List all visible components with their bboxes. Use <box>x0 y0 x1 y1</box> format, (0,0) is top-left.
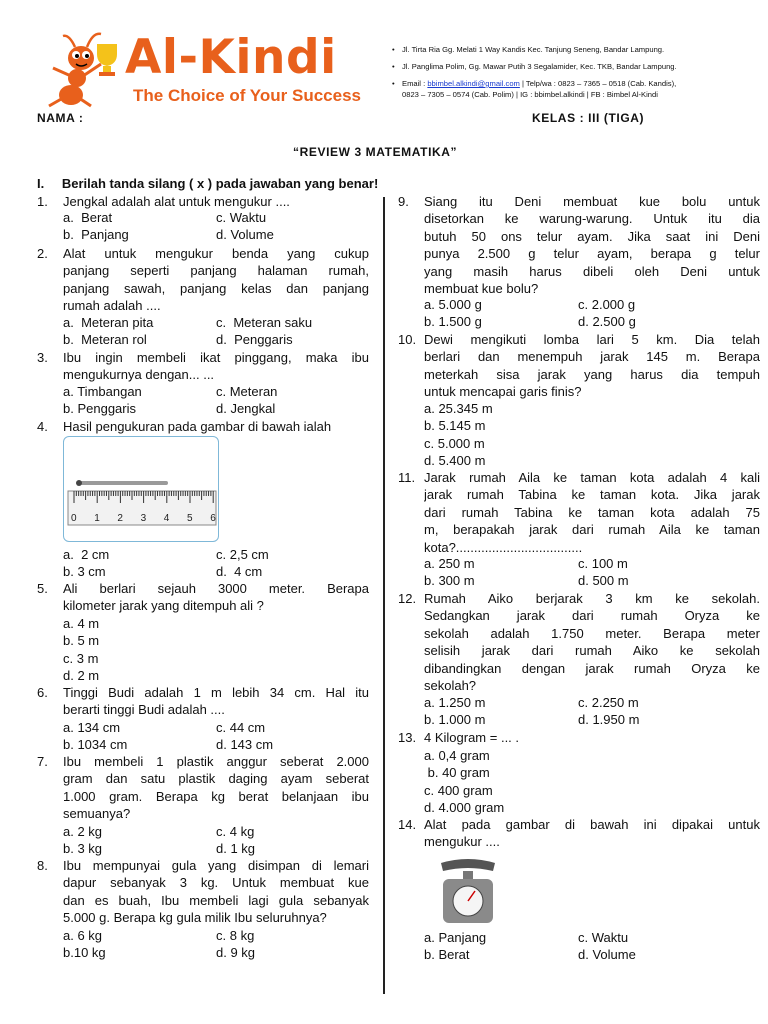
logo <box>45 28 385 108</box>
question-text: Ibu mempunyai gula yang disimpan di lemari <box>63 858 369 873</box>
question-text: rumah adalah .... <box>63 298 161 314</box>
ruler-label: 3 <box>140 513 147 524</box>
answer-option[interactable]: a. Berat <box>63 210 113 225</box>
brand-name: Al-Kindi <box>125 30 337 85</box>
name-field-label: NAMA : <box>37 111 84 125</box>
question-text: Jengkal adalah alat untuk mengukur .... <box>63 194 290 209</box>
answer-option[interactable]: b. 1034 cm <box>63 737 128 753</box>
question-number: 5. <box>37 581 48 596</box>
answer-option[interactable]: b. 5 m <box>63 633 100 649</box>
question-text: 4 Kilogram = ... . <box>424 730 520 745</box>
ruler-label: 4 <box>163 513 170 524</box>
ruler-label: 6 <box>210 513 216 524</box>
question-text: Dewi mengikuti lomba lari 5 km. Dia telah <box>424 332 760 347</box>
answer-option[interactable]: a. 2 cm <box>63 547 110 562</box>
question-text: Alat untuk mengukur benda yang cukup <box>63 246 369 261</box>
question-text: jarak rumah Tabina ke taman kota. Jika jarak <box>424 487 760 503</box>
answer-option[interactable]: d. Penggaris <box>216 332 293 348</box>
answer-option[interactable]: c. 8 kg <box>216 928 255 943</box>
answer-option[interactable]: c. 2.000 g <box>578 297 636 312</box>
contact-line-2: 0823 – 7305 – 0574 (Cab. Polim) | IG : bbimbel.alkindi | FB : Bimbel Al-Kindi <box>402 90 658 99</box>
answer-option[interactable]: c. 100 m <box>578 556 628 571</box>
question-number: 11. <box>398 470 416 485</box>
question-text: sekolah adalah 1.750 meter. Berapa meter <box>424 625 760 641</box>
ruler-icon <box>64 437 218 541</box>
answer-option[interactable]: d. 9 kg <box>216 945 256 961</box>
answer-option[interactable]: c. 4 kg <box>216 824 255 839</box>
question-text: m, berapakah jarak dari rumah Aila ke taman <box>424 522 760 538</box>
answer-option[interactable]: d. 143 cm <box>216 737 274 753</box>
class-label: KELAS : III (TIGA) <box>532 111 645 125</box>
answer-option[interactable]: a. 4 m <box>63 616 100 631</box>
question-text: panjang sawah, panjang kelas dan panjang <box>63 280 369 296</box>
question-number: 13. <box>398 730 417 745</box>
question-number: 8. <box>37 858 48 873</box>
answer-option[interactable]: c. Waktu <box>578 930 629 945</box>
ruler-label: 1 <box>94 513 100 524</box>
weighing-scale-image <box>437 857 499 925</box>
ruler-image <box>63 436 219 542</box>
answer-option[interactable]: a. 25.345 m <box>424 401 493 416</box>
column-divider <box>383 197 385 994</box>
ant-mascot-icon <box>45 28 127 108</box>
answer-option[interactable]: a. 250 m <box>424 556 475 571</box>
answer-option[interactable]: d. Volume <box>216 227 274 243</box>
question-text: mengukurnya dengan... ... <box>63 367 215 383</box>
answer-option[interactable]: a. 0,4 gram <box>424 748 490 763</box>
question-text: 1.000 gram. Berapa kg berat belanjaan ibu <box>63 788 369 804</box>
question-text: dapur sebanyak 3 kg. Untuk membuat kue <box>63 875 369 891</box>
answer-option[interactable]: b. Panjang <box>63 227 129 243</box>
question-text: dari rumah Tabina ke taman kota adalah 75 <box>424 504 760 520</box>
answer-option[interactable]: a. Timbangan <box>63 384 142 399</box>
answer-option[interactable]: a. Panjang <box>424 930 487 945</box>
question-number: 7. <box>37 754 48 769</box>
answer-option[interactable]: a. 2 kg <box>63 824 103 839</box>
question-text: Ibu membeli 1 plastik anggur seberat 2.000 <box>63 754 369 769</box>
question-number: 14. <box>398 817 417 832</box>
question-text: Hasil pengukuran pada gambar di bawah ialah <box>63 419 332 434</box>
answer-option[interactable]: c. 2.250 m <box>578 695 639 710</box>
answer-option[interactable]: b. 5.145 m <box>424 418 486 434</box>
question-number: 9. <box>398 194 409 209</box>
answer-option[interactable]: c. Meteran <box>216 384 278 399</box>
question-text: berlari dan menempuh jarak 145 m. Berapa <box>424 349 760 365</box>
question-text: panjang seperti panjang halaman rumah, <box>63 263 369 279</box>
question-text: Ali berlari sejauh 3000 meter. Berapa <box>63 581 369 596</box>
question-text: dibandingkan dengan jarak rumah Oryza ke <box>424 660 760 676</box>
question-text: berarti tinggi Budi adalah .... <box>63 702 225 718</box>
question-text: Ibu ingin membeli ikat pinggang, maka ibu <box>63 350 369 365</box>
question-number: 12. <box>398 591 417 606</box>
slogan: The Choice of Your Success <box>133 86 361 105</box>
question-number: 4. <box>37 419 48 434</box>
question-text: disetorkan ke warung-warung. Untuk itu dia <box>424 211 760 227</box>
question-text: Alat pada gambar di bawah ini dipakai untuk <box>424 817 760 832</box>
contact-line: • Email : bbimbel.alkindi@gmail.com | Telp/wa : 0823 – 7365 – 0518 (Cab. Kandis), <box>392 78 764 89</box>
question-text: Siang itu Deni membuat kue bolu untuk <box>424 194 760 209</box>
question-text: yang masih harus dibeli oleh Deni untuk <box>424 263 760 279</box>
answer-option[interactable]: b. 300 m <box>424 573 475 589</box>
answer-option[interactable]: b. 40 gram <box>424 765 490 781</box>
ruler-label: 5 <box>187 513 193 524</box>
email-link[interactable]: bbimbel.alkindi@gmail.com <box>427 79 520 88</box>
answer-option[interactable]: d. 2 m <box>63 668 100 684</box>
answer-option[interactable]: d. 4.000 gram <box>424 800 505 816</box>
answer-option[interactable]: c. Meteran saku <box>216 315 313 330</box>
answer-option[interactable]: a. 6 kg <box>63 928 103 943</box>
question-text: meterkah sisa jarak yang harus dia tempuh <box>424 366 760 382</box>
question-text: mengukur .... <box>424 834 500 850</box>
answer-option[interactable]: c. 5.000 m <box>424 435 485 451</box>
question-number: 2. <box>37 246 48 261</box>
ruler-label: 0 <box>71 513 77 524</box>
question-text: 5.000 g. Berapa kg gula milik Ibu seluruhnya? <box>63 910 327 926</box>
answer-option[interactable]: a. 5.000 g <box>424 297 482 312</box>
question-text: Rumah Aiko berjarak 3 km ke sekolah. <box>424 591 760 606</box>
question-text: semuanya? <box>63 806 131 822</box>
question-text: butuh 50 ons telur ayam. Jika saat ini Deni <box>424 228 760 244</box>
answer-option[interactable]: d. 1.950 m <box>578 712 640 728</box>
question-text: kilometer jarak yang ditempuh ali ? <box>63 598 264 614</box>
page-title: “REVIEW 3 MATEMATIKA” <box>293 145 458 159</box>
answer-option[interactable]: d. Volume <box>578 947 636 963</box>
answer-option[interactable]: c. 2,5 cm <box>216 547 269 562</box>
answer-option[interactable]: d. 2.500 g <box>578 314 636 330</box>
answer-option[interactable]: d. 1 kg <box>216 841 256 857</box>
question-number: 1. <box>37 194 48 209</box>
question-text: membuat kue bolu? <box>424 281 539 296</box>
answer-option[interactable]: c. 44 cm <box>216 720 266 735</box>
answer-option[interactable]: a. Meteran pita <box>63 315 154 330</box>
answer-option[interactable]: d. 4 cm <box>216 564 263 580</box>
answer-option[interactable]: b. Meteran rol <box>63 332 147 348</box>
question-text: dan es buah, Ibu membeli lagi gula sebanyak <box>63 892 369 908</box>
scale-icon <box>437 857 499 925</box>
answer-option[interactable]: b. 3 kg <box>63 841 103 857</box>
answer-option[interactable]: a. 1.250 m <box>424 695 486 710</box>
question-number: 6. <box>37 685 48 700</box>
question-text: Tinggi Budi adalah 1 m lebih 34 cm. Hal itu <box>63 685 369 700</box>
question-text: gram dan satu plastik daging ayam seberat <box>63 771 369 787</box>
answer-option[interactable]: b. 1.500 g <box>424 314 482 330</box>
question-text: untuk mencapai garis finis? <box>424 384 582 400</box>
question-text: Jarak rumah Aila ke taman kota adalah 4 kali <box>424 470 760 485</box>
answer-option[interactable]: c. 400 gram <box>424 782 493 798</box>
ruler-label: 2 <box>117 513 123 524</box>
answer-option[interactable]: d. 5.400 m <box>424 453 486 469</box>
question-text: selisih jarak dari rumah Aiko ke sekolah <box>424 643 760 659</box>
answer-option[interactable]: b. Penggaris <box>63 401 136 417</box>
answer-option[interactable]: c. 3 m <box>63 650 99 666</box>
answer-option[interactable]: b. 3 cm <box>63 564 106 580</box>
question-text: punya 2.500 g telur ayam, berapa g telur <box>424 246 760 262</box>
address-polim: • Jl. Panglima Polim, Gg. Mawar Putih 3 Segalamider, Kec. TKB, Bandar Lampung. <box>392 61 764 72</box>
answer-option[interactable]: b. Berat <box>424 947 470 963</box>
question-number: 10. <box>398 332 417 347</box>
question-text: kota?................................... <box>424 539 583 555</box>
section-instruction: I. Berilah tanda silang ( x ) pada jawaban yang benar! <box>37 176 379 191</box>
answer-option[interactable]: c. Waktu <box>216 210 267 225</box>
contact-info <box>392 44 764 100</box>
answer-option[interactable]: d. Jengkal <box>216 401 276 417</box>
answer-option[interactable]: d. 500 m <box>578 573 629 589</box>
address-kandis: • Jl. Tirta Ria Gg. Melati 1 Way Kandis Kec. Tanjung Seneng, Bandar Lampung. <box>392 44 764 55</box>
answer-option[interactable]: a. 134 cm <box>63 720 121 735</box>
answer-option[interactable]: b.10 kg <box>63 945 106 961</box>
answer-option[interactable]: b. 1.000 m <box>424 712 486 728</box>
question-text: Sedangkan jarak dari rumah Oryza ke <box>424 608 760 624</box>
question-number: 3. <box>37 350 48 365</box>
question-text: sekolah? <box>424 678 477 693</box>
